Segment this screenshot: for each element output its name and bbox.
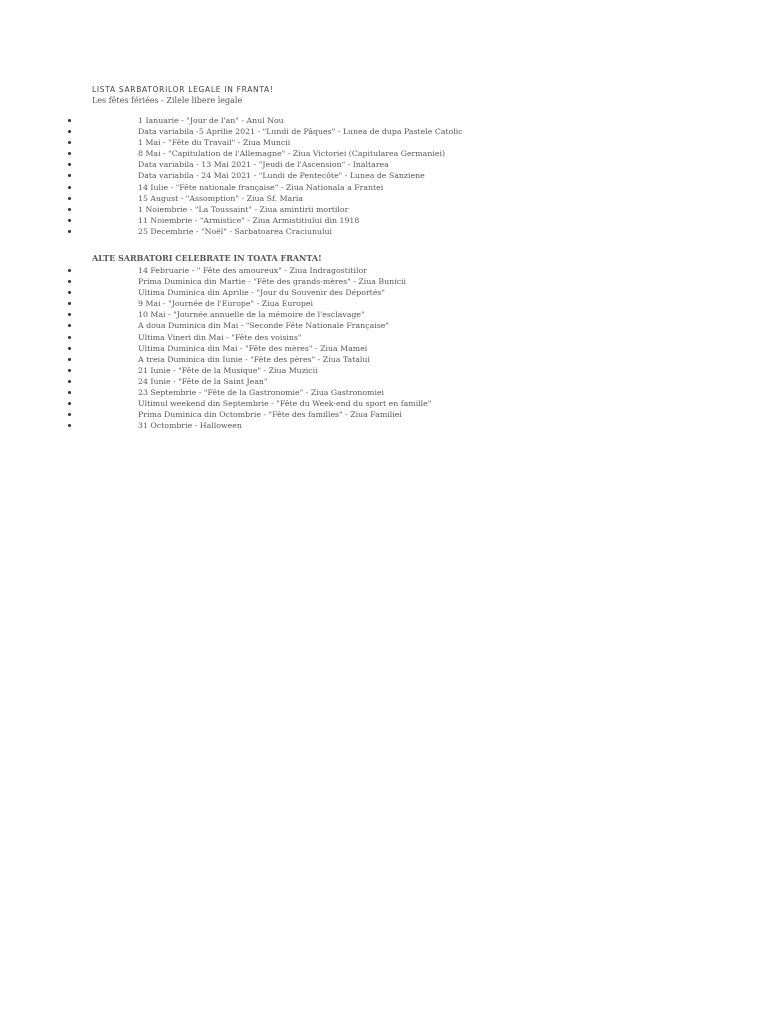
bullet-icon <box>68 324 71 327</box>
bullet-icon <box>68 197 71 200</box>
bullet-icon <box>68 208 71 211</box>
bullet-icon <box>68 174 71 177</box>
bullet-icon <box>68 380 71 383</box>
list-item-text: Data variabila - 24 Mai 2021 - "Lundi de Pentecôte" - Lunea de Sanziene <box>138 171 425 181</box>
list-item-text: 8 Mai - "Capitulation de l'Allemagne" - Ziua Victoriei (Capitularea Germaniei) <box>138 149 445 159</box>
list-item-text: 11 Noiembrie - "Armistice" - Ziua Armistitiului din 1918 <box>138 215 360 225</box>
list-item-text: Ultima Duminica din Aprilie - "Jour du Souvenir des Déportés" <box>138 288 386 298</box>
bullet-icon <box>68 269 71 272</box>
list-item-text: Ultimul weekend din Septembrie - "Fête du Week-end du sport en famille" <box>138 399 432 409</box>
bullet-icon <box>68 230 71 233</box>
list-item-text: 15 August - "Assomption" - Ziua Sf. Maria <box>138 193 304 203</box>
list-item-text: 9 Mai - "Journée de l'Europe" - Ziua Europei <box>138 299 313 309</box>
list-item-text: Ultima Duminica din Mai - "Fête des mères" - Ziua Mamei <box>138 343 368 353</box>
bullet-icon <box>68 369 71 372</box>
list-item-text: 14 Februarie - " Fête des amoureux" - Ziua Indragostitilor <box>138 266 367 275</box>
list-item-text: Prima Duminica din Martie - "Fête des grands-mères" - Ziua Bunicii <box>138 277 407 287</box>
other-holidays-title: ALTE SARBATORI CELEBRATE IN TOATA FRANTA! <box>92 253 322 263</box>
bullet-icon <box>68 141 71 144</box>
list-item-text: 24 Iunie - "Fête de la Saint Jean" <box>138 376 268 386</box>
list-item-text: 10 Mai - "Journée annuelle de la mémoire de l'esclavage" <box>138 310 365 320</box>
list-item-text: 14 Iulie - "Fête nationale française" - Ziua Nationala a Frantei <box>138 182 384 192</box>
bullet-icon <box>68 186 71 189</box>
bullet-icon <box>68 413 71 416</box>
list-item-text: Data variabila -5 Aprilie 2021 - "Lundi de Pâques" - Lunea de dupa Pastele Catolic <box>138 127 463 137</box>
bullet-icon <box>68 219 71 222</box>
list-item-text: 1 Mai - "Fête du Travail" - Ziua Muncii <box>138 138 291 148</box>
list-item-text: A doua Duminica din Mai - "Seconde Fête Nationale Française" <box>138 321 389 331</box>
list-item-text: 1 Noiembrie - "La Toussaint" - Ziua amintirii mortilor <box>138 204 349 214</box>
list-item-text: Data variabila - 13 Mai 2021 - "Jeudi de l'Ascension" - Inaltarea <box>138 160 389 170</box>
bullet-icon <box>68 119 71 122</box>
bullet-icon <box>68 402 71 405</box>
list-item-text: 21 Iunie - "Fête de la Musique" - Ziua Muzicii <box>138 365 318 375</box>
bullet-icon <box>68 358 71 361</box>
bullet-icon <box>68 336 71 339</box>
list-item-text: Prima Duminica din Octombrie - "Fête des familles" - Ziua Familiei <box>138 410 402 420</box>
bullet-icon <box>68 391 71 394</box>
bullet-icon <box>68 291 71 294</box>
list-item-text: A treia Duminica din Iunie - "Fête des pères" - Ziua Tatalui <box>138 354 370 364</box>
list-item-text: 31 Octombrie - Halloween <box>138 421 242 431</box>
legal-holidays-title: LISTA SARBATORILOR LEGALE IN FRANTA! <box>92 85 274 94</box>
bullet-icon <box>68 302 71 305</box>
bullet-icon <box>68 130 71 133</box>
bullet-icon <box>68 313 71 316</box>
list-item-text: Ultima Vineri din Mai - "Fête des voisins" <box>138 332 302 342</box>
list-item-text: 23 Septembrie - "Fête de la Gastronomie" - Ziua Gastronomiei <box>138 388 385 398</box>
bullet-icon <box>68 152 71 155</box>
legal-holidays-subtitle: Les fêtes fériées - Zilele libere legale <box>92 96 243 105</box>
list-item-text: 25 Decembrie - "Noël" - Sarbatoarea Craciunului <box>138 226 333 236</box>
bullet-icon <box>68 163 71 166</box>
bullet-icon <box>68 424 71 427</box>
bullet-icon <box>68 280 71 283</box>
bullet-icon <box>68 347 71 350</box>
list-item-text: 1 Ianuarie - "Jour de l'an" - Anul Nou <box>138 116 284 125</box>
